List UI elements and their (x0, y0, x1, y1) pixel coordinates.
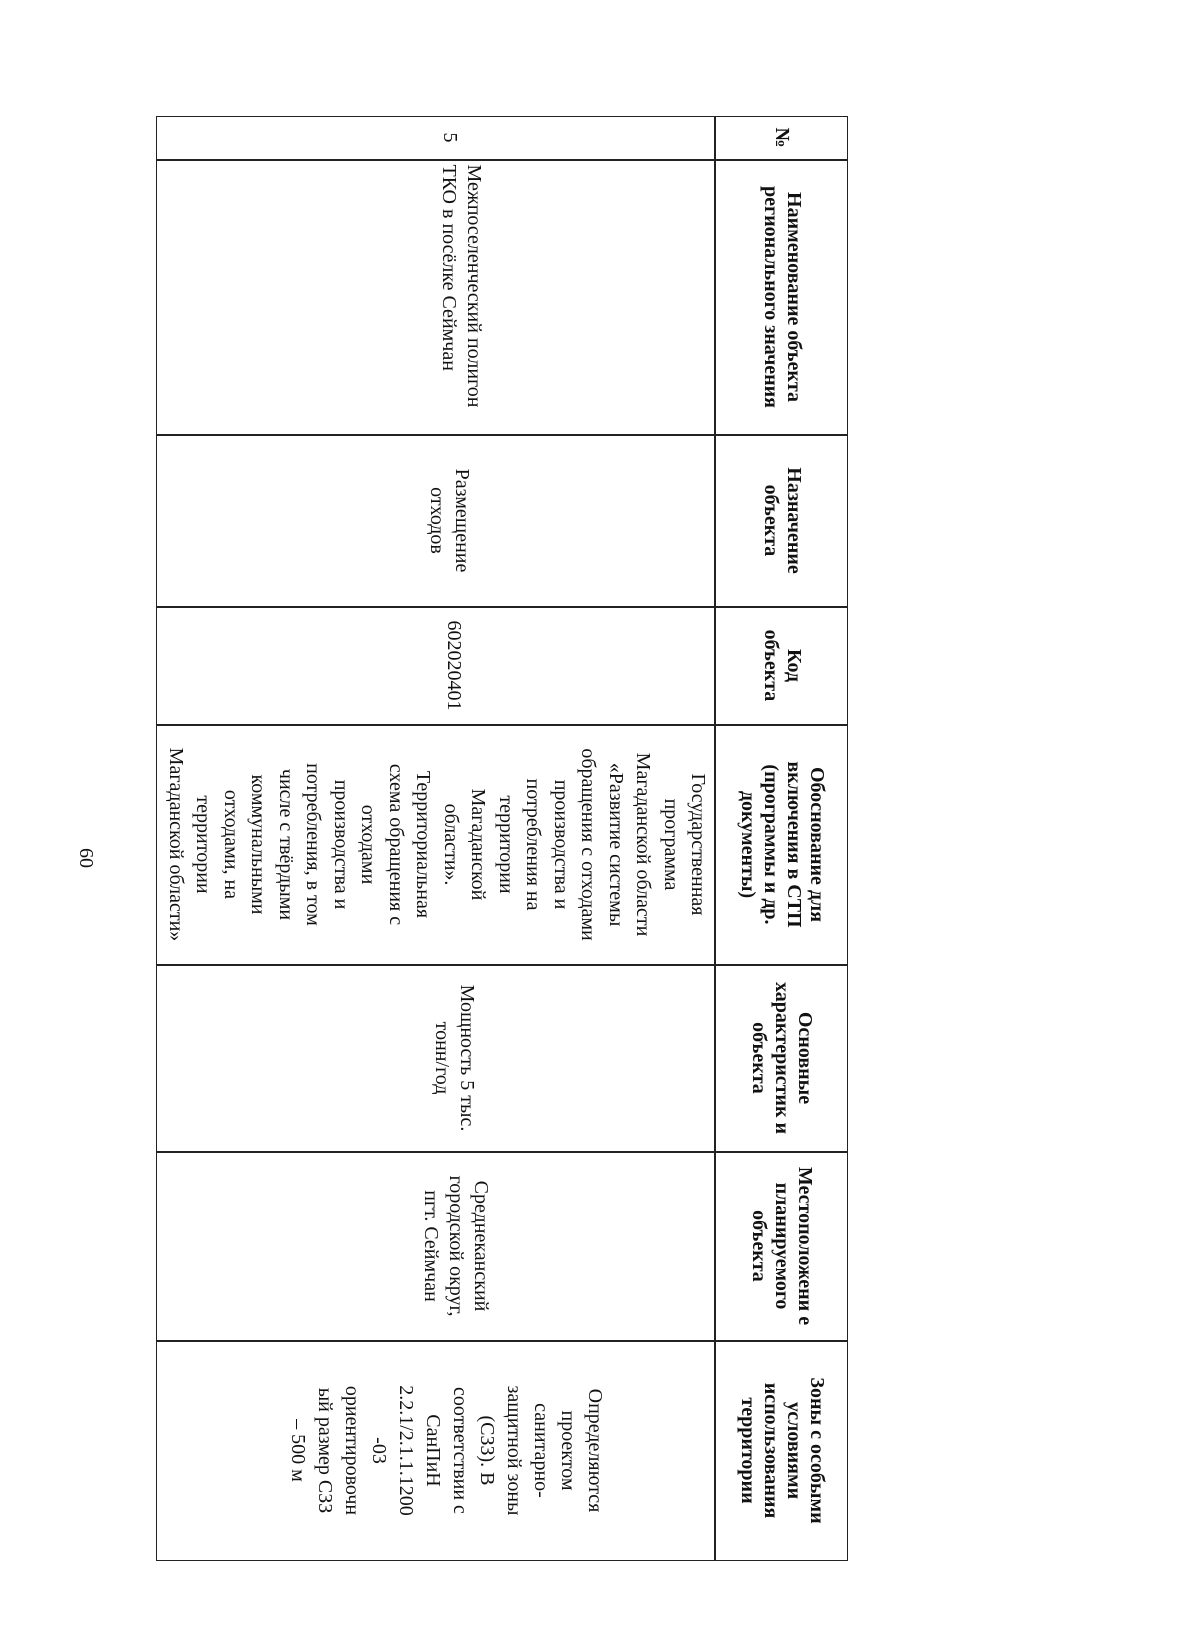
table-rotated-content (155, 117, 847, 1562)
page-number: 60 (75, 848, 97, 868)
cell-code-text: 602020401 (443, 620, 466, 711)
header-purpose (716, 435, 849, 607)
header-object-name-text: Наименование объекта регионального значения (760, 186, 805, 408)
header-justification-text: Обоснование для включения в СТП (программы и др. документы) (737, 761, 828, 928)
header-location-text: Местоположени е планируемого объекта (748, 1166, 817, 1326)
cell-zones-text: Определяются проектом санитарно- защитной зоны (СЗЗ). В соответствии с СанПиН 2.2.1/2.1.1.1200 -03 ориентировочн ый размер СЗЗ – 500 м (287, 1385, 607, 1516)
header-number (716, 116, 849, 160)
header-characteristics (716, 965, 849, 1152)
cell-characteristics (157, 965, 716, 1152)
header-justification (716, 725, 849, 965)
header-purpose-text: Назначение объекта (760, 467, 805, 574)
cell-characteristics-text: Мощность 5 тыс. тонн/год (431, 984, 479, 1132)
document-table (155, 117, 847, 1562)
header-object-name (716, 160, 849, 435)
cell-object-name-text: Межпоселенческий полигон ТКО в посёлке Сеймчан (438, 164, 486, 408)
header-characteristics-text: Основные характеристик и объекта (748, 981, 817, 1134)
cell-justification-text: Государственная программа Магаданской области «Развитие системы обращения с отходами производства и потребления на территории Магаданской области». Территориальная схема обращения с отходами производства и потребления, в том числе с твёрдыми коммунальными отходами, на территории Магаданской области» (165, 747, 710, 942)
cell-location (157, 1152, 716, 1341)
cell-code (157, 607, 716, 725)
header-zones (716, 1341, 849, 1561)
cell-zones (157, 1341, 716, 1561)
cell-justification (157, 725, 716, 965)
header-zones-text: Зоны с особыми условиями использования территории (737, 1377, 828, 1524)
cell-purpose-text: Размещение отходов (426, 468, 474, 573)
cell-number-text: 5 (439, 132, 462, 143)
header-code-text: Код объекта (760, 629, 805, 702)
header-location (716, 1152, 849, 1341)
cell-location-text: Среднеканский городской округ, пгт. Сеймчан (420, 1175, 493, 1317)
cell-number (157, 116, 716, 160)
cell-purpose (157, 435, 716, 607)
header-number-text: № (771, 127, 794, 148)
cell-object-name (157, 160, 716, 435)
header-code (716, 607, 849, 725)
